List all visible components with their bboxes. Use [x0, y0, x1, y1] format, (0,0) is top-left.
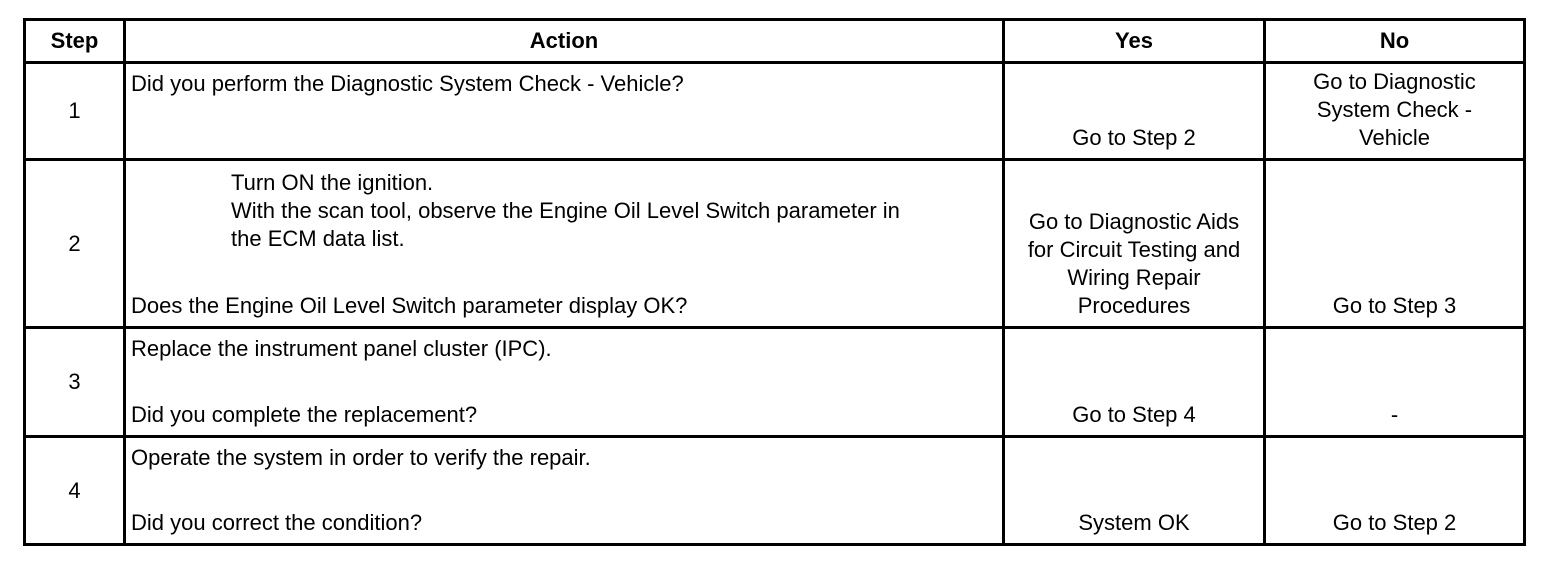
- step-number: 3: [68, 369, 81, 394]
- action-cell: [126, 438, 1002, 543]
- step-number: 1: [68, 98, 81, 123]
- no-result-line: Vehicle: [1359, 125, 1430, 150]
- yes-result-line: Go to Diagnostic Aids: [1028, 209, 1240, 234]
- yes-result: Go to Step 4: [1072, 402, 1196, 427]
- action-question: Did you complete the replacement?: [131, 402, 478, 427]
- action-steps: [231, 169, 900, 253]
- action-cell: [126, 161, 1002, 326]
- header-step: Step: [50, 28, 99, 53]
- no-result: -: [1390, 402, 1399, 427]
- action-question: Does the Engine Oil Level Switch parameter display OK?: [131, 293, 688, 318]
- no-result: Go to Step 2: [1332, 510, 1457, 535]
- action-instruction: Operate the system in order to verify the repair.: [131, 445, 591, 470]
- header-yes: Yes: [1115, 28, 1153, 53]
- action-question: Did you perform the Diagnostic System Check - Vehicle?: [131, 71, 684, 96]
- header-no: No: [1379, 28, 1410, 53]
- yes-result-line: Procedures: [1077, 293, 1191, 318]
- no-cell: [1266, 64, 1523, 158]
- header-action: Action: [529, 28, 599, 53]
- action-instruction: Replace the instrument panel cluster (IPC).: [131, 336, 552, 361]
- no-result-line: System Check -: [1316, 97, 1473, 122]
- yes-cell: [1005, 438, 1263, 543]
- no-result: Go to Step 3: [1332, 293, 1457, 318]
- no-cell: [1266, 329, 1523, 435]
- action-question: Did you correct the condition?: [131, 510, 423, 535]
- yes-result-line: for Circuit Testing and: [1027, 237, 1241, 262]
- yes-result: System OK: [1078, 510, 1190, 535]
- no-cell: [1266, 438, 1523, 543]
- diagnostic-table: [23, 18, 1526, 546]
- action-step-line: With the scan tool, observe the Engine Oil Level Switch parameter in: [231, 198, 900, 223]
- yes-cell: [1005, 329, 1263, 435]
- no-result-line: Go to Diagnostic: [1313, 69, 1476, 94]
- action-step-line: Turn ON the ignition.: [231, 170, 434, 195]
- yes-result: Go to Step 2: [1072, 125, 1196, 150]
- yes-result-line: Wiring Repair: [1067, 265, 1201, 290]
- no-cell: [1266, 161, 1523, 326]
- yes-cell: [1005, 64, 1263, 158]
- step-number: 2: [68, 230, 81, 256]
- step-number: 4: [68, 477, 81, 503]
- action-cell: [126, 329, 1002, 435]
- action-step-line: the ECM data list.: [231, 226, 405, 251]
- yes-cell: [1005, 161, 1263, 326]
- action-cell: [126, 64, 1002, 158]
